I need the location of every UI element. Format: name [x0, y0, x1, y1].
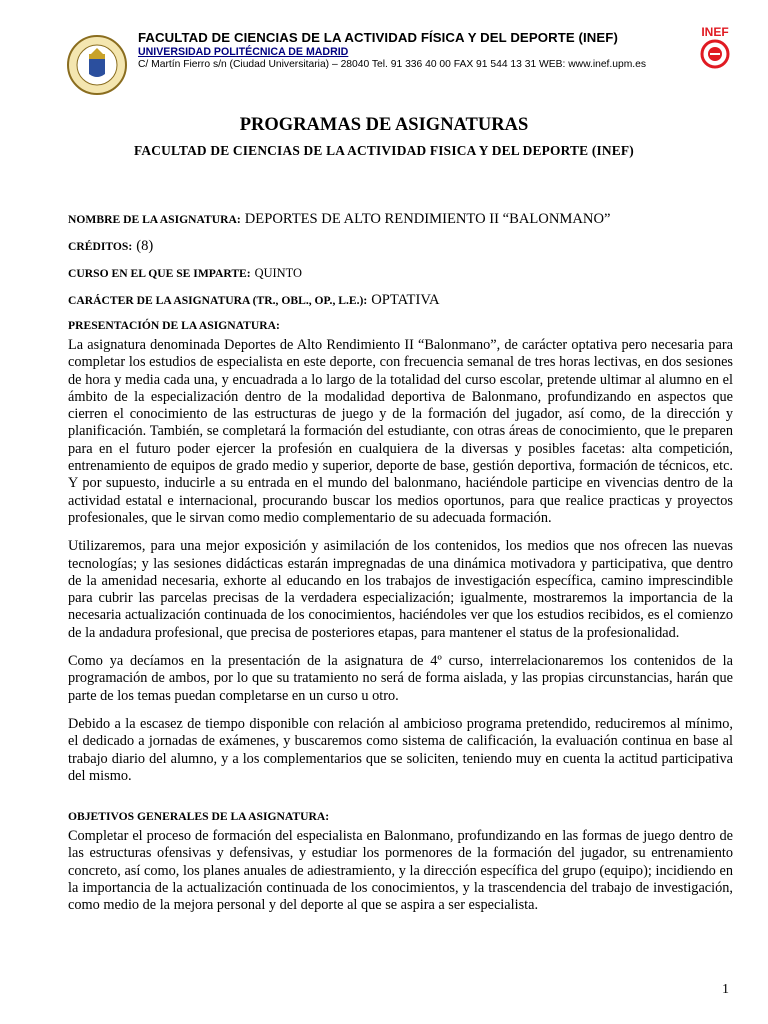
page-number: 1 — [722, 982, 729, 997]
university-seal-logo — [66, 34, 128, 96]
presentation-heading: PRESENTACIÓN DE LA ASIGNATURA: — [68, 319, 280, 332]
university-name: UNIVERSIDAD POLITÉCNICA DE MADRID — [138, 46, 349, 58]
presentation-paragraph: Debido a la escasez de tiempo disponible con relación al ambicioso programa pretendido, reduciremos al mínimo, el dedicado a jornadas de exámenes, y buscaremos como sistema de calificación, la evaluación continua en base al trabajo diario del alumno, y a los complementarios que se soliciten, teniendo muy en cuenta la actitud participativa del mismo. — [68, 715, 733, 784]
faculty-title: FACULTAD DE CIENCIAS DE LA ACTIVIDAD FÍSICA Y DEL DEPORTE (INEF) — [138, 30, 618, 45]
document-title: PROGRAMAS DE ASIGNATURAS — [239, 115, 529, 135]
credits-value: (8) — [136, 238, 154, 254]
course-year-label: CURSO EN EL QUE SE IMPARTE: — [68, 267, 251, 280]
course-type-value: OPTATIVA — [371, 292, 440, 308]
contact-address: C/ Martín Fierro s/n (Ciudad Universitaria) – 28040 Tel. 91 336 40 00 FAX 91 544 13 31 WEB: www.inef.upm.es — [138, 59, 647, 70]
objectives-paragraph: Completar el proceso de formación del especialista en Balonmano, profundizando en las formas de juego dentro de las estructuras ofensivas y defensivas, y estudiar los pormenores de la formación del jugador, su entrenamiento concreto, así como, los planes anuales de adiestramiento, y la dirección específica del grupo (equipo); incidiendo en la importancia de la actualización continuada de los conocimientos, y la trascendencia del trabajo de investigación, como medio de la mejora personal y del deporte al que se aspira a ser especialista. — [68, 828, 733, 914]
presentation-paragraph: Utilizaremos, para una mejor exposición y asimilación de los contenidos, los medios que nos ofrecen las nuevas tecnologías; y las sesiones didácticas estarán impregnadas de una dinámica motivadora y participativa, que dentro de la amenidad necesaria, exhorte al educando en los trabajos de investigación específica, camino imprescindible para cubrir las parcelas precisas de la verdadera especialización; igualmente, mostraremos la importancia de la necesaria actualización continuada de los conocimientos, haciéndoles ver que los estudios recibidos, es el comienzo de la andadura profesional, que precisa de posteriores etapas, para mantener el status de la profesionalidad. — [68, 538, 733, 641]
objectives-heading: OBJETIVOS GENERALES DE LA ASIGNATURA: — [68, 810, 330, 824]
letterhead — [138, 30, 698, 71]
document-subtitle: FACULTAD DE CIENCIAS DE LA ACTIVIDAD FISICA Y DEL DEPORTE (INEF) — [134, 143, 634, 158]
course-year-value: QUINTO — [254, 266, 302, 280]
svg-text:INEF: INEF — [701, 25, 729, 39]
course-type-field — [68, 291, 733, 309]
presentation-paragraph: Como ya decíamos en la presentación de la asignatura de 4º curso, interrelacionaremos los contenidos de la programación de ambos, por lo que su tratamiento no será de forma aislada, y las propias circunstancias, harán que parte de los temas puedan completarse en un curso u otro. — [68, 653, 733, 704]
course-name-value: DEPORTES DE ALTO RENDIMIENTO II “BALONMANO” — [244, 211, 611, 227]
credits-label: CRÉDITOS: — [68, 240, 133, 253]
document-body — [68, 210, 733, 926]
inef-logo — [693, 24, 737, 72]
course-name-label: NOMBRE DE LA ASIGNATURA: — [68, 213, 241, 226]
course-type-label: CARÁCTER DE LA ASIGNATURA (TR., OBL., OP., L.E.): — [68, 294, 368, 307]
presentation-paragraph: La asignatura denominada Deportes de Alto Rendimiento II “Balonmano”, de carácter optativa pero necesaria para completar los estudios de especialista en este deporte, con frecuencia semanal de tres horas lectivas, en dos sesiones de hora y media cada una, y encuadrada a lo largo de la totalidad del curso escolar, pretende ultimar al alumno en el ámbito de la especialización dentro de la modalidad deportiva de Balonmano, profundizando en aspectos que cierren el conocimiento de las estructuras de juego y de la formación del jugador, así como, de la dirección y planificación. También, se completará la formación del estudiante, con otras áreas de conocimiento, que le preparen para en el futuro poder ejercer la profesión en cualquiera de la diversas y posibles facetas: alta competición, entrenamiento de equipos de grado medio y superior, deporte de base, gestión deportiva, formación de técnicos, etc. Y por supuesto, inducirle a su entrada en el mundo del balonmano, haciéndole participe en vivencias dentro de la actividad estatal e internacional, procurando buscar los medios oportunos, para que realice practicas y proyectos profesionales, que le sirvan como medio complementario de su adecuada formación. — [68, 337, 733, 526]
course-name-field — [68, 210, 733, 228]
course-year-field — [68, 264, 733, 282]
credits-field — [68, 237, 733, 255]
